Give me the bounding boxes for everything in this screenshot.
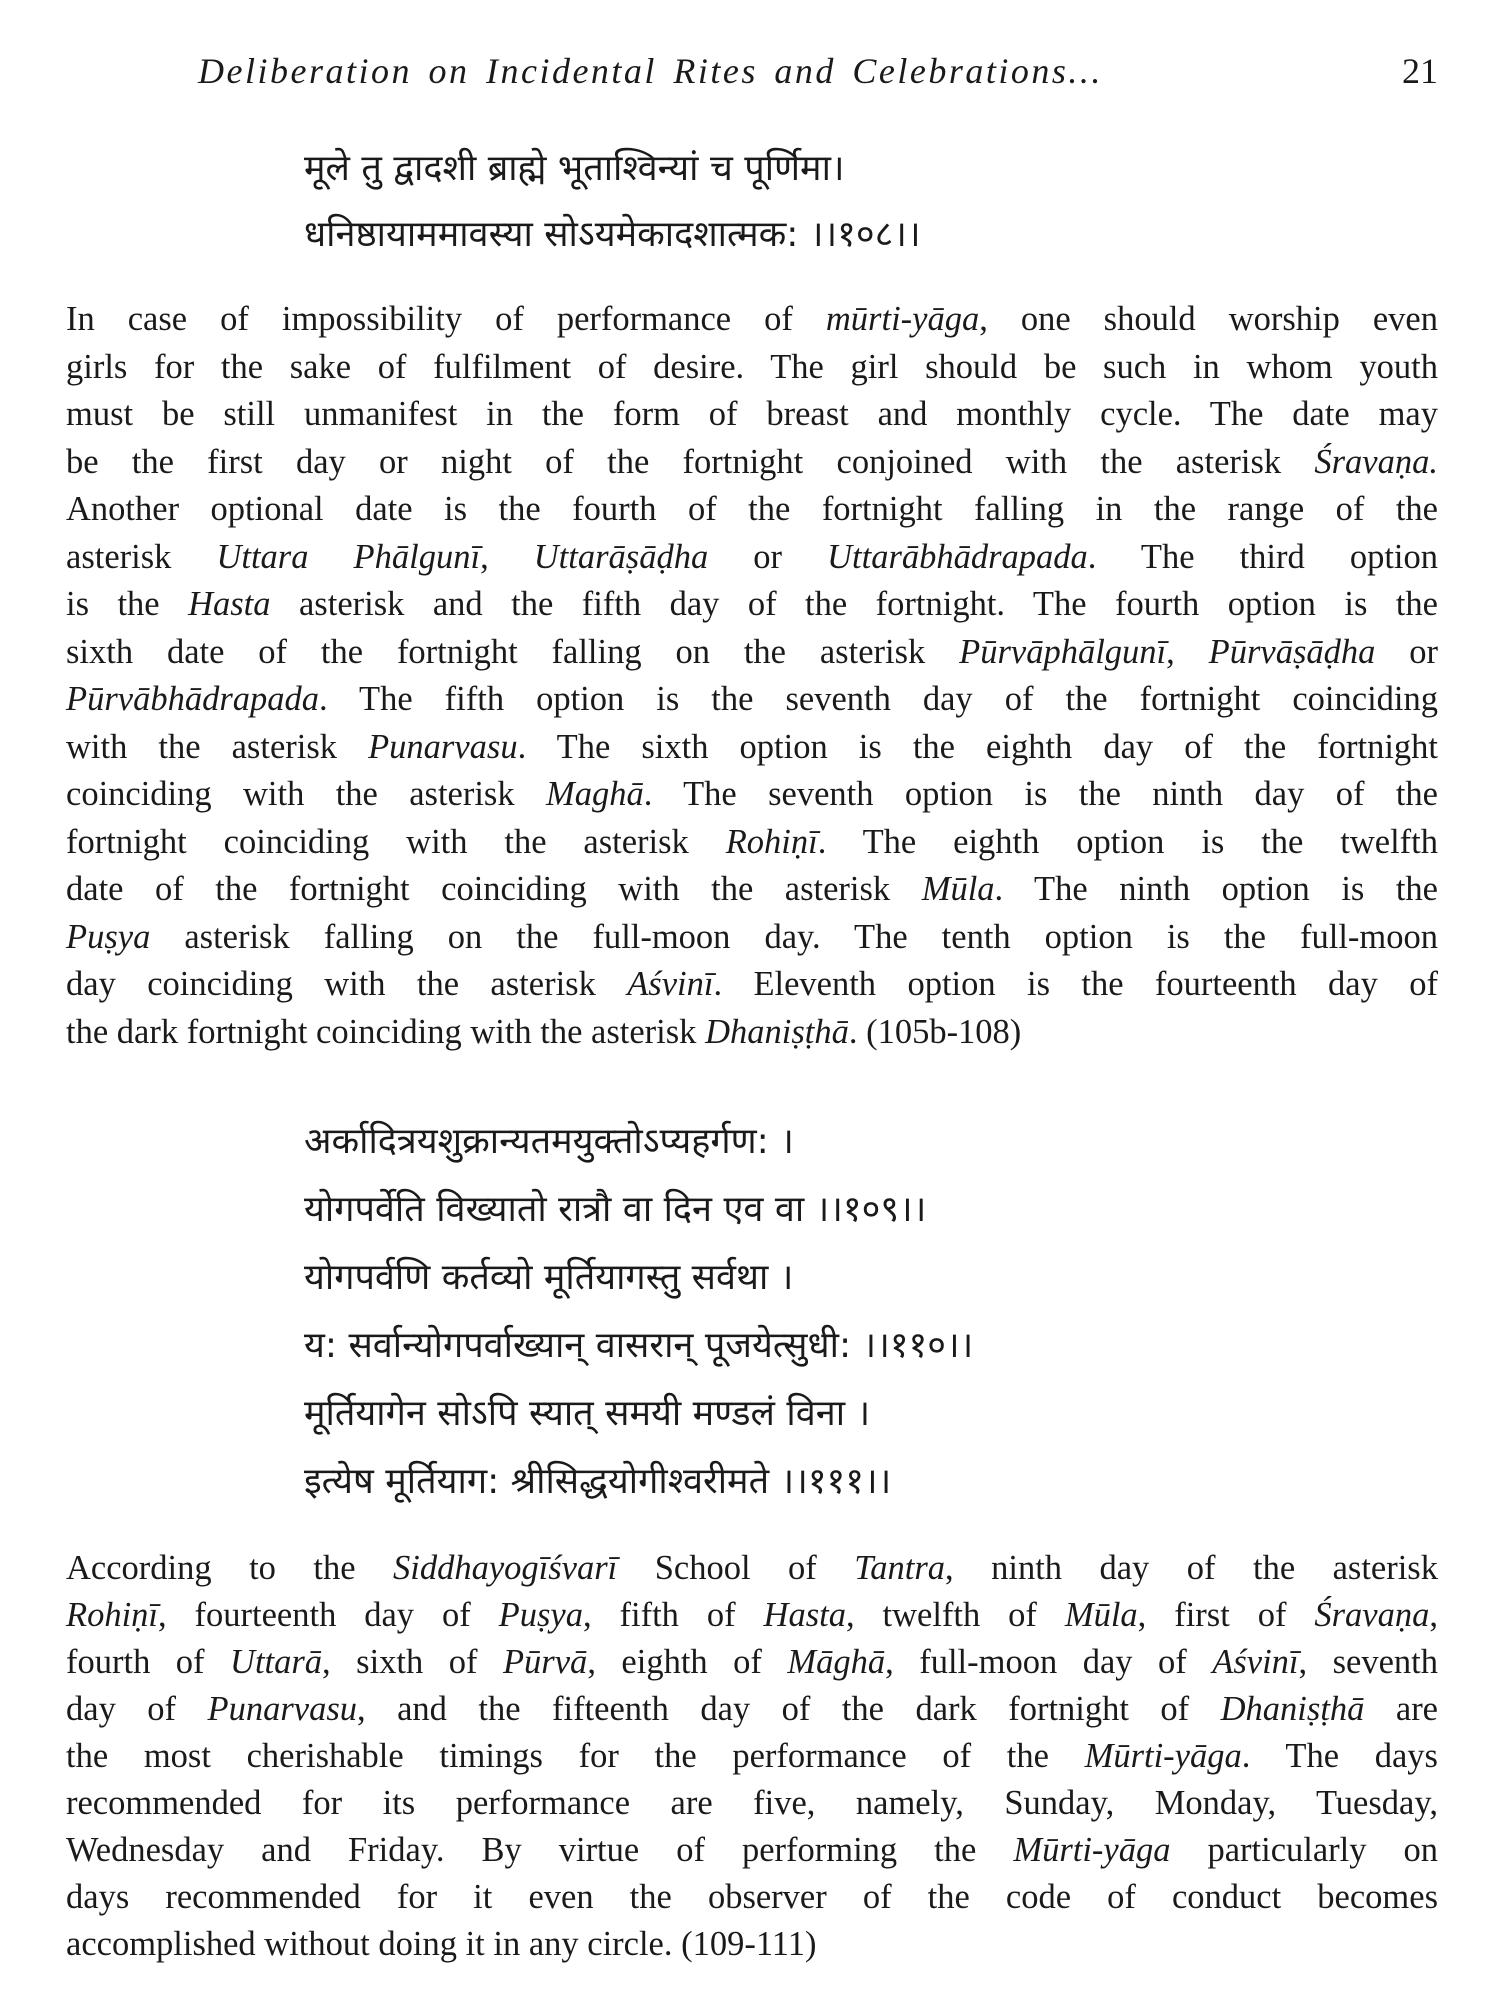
text-run: , first of [1137,1596,1315,1634]
text-line [66,1009,1438,1057]
italic-term: Pūrvāphālgunī [959,632,1167,671]
text-run: the dark fortnight coinciding with the asterisk [66,1012,706,1051]
text-run: girls for the sake of fulfilment of desire. The girl should be such in whom youth [66,347,1438,386]
text-run: date of the fortnight coinciding with the asterisk [66,870,922,908]
italic-term: Puṣya [498,1596,583,1634]
text-line [66,1780,1438,1827]
verse-line: इत्येष मूर्तियाग: श्रीसिद्धयोगीश्वरीमते ।।१११।। [304,1461,892,1502]
text-line [66,344,1438,392]
text-run: . Eleventh option is the fourteenth day of [713,965,1438,1003]
text-line [66,391,1438,439]
text-run: coinciding with the asterisk [66,775,546,813]
text-line [66,1874,1438,1921]
italic-term: Uttara Phālgunī [216,537,481,576]
text-run: fourth of [66,1643,231,1681]
verse-line: योगपर्वणि कर्तव्यो मूर्तियागस्तु सर्वथा । [304,1257,794,1298]
italic-term: Śravaṇa [1314,1596,1430,1634]
italic-term: Siddhayogīśvarī [393,1549,618,1587]
italic-term: Māghā [787,1643,886,1681]
text-run: particularly on [1170,1831,1438,1869]
italic-term: Maghā [545,775,644,813]
italic-term: Pūrvāṣāḍha [1208,632,1376,671]
italic-term: Dhaniṣṭhā [1220,1690,1365,1728]
text-run: days recommended for it even the observer of the code of conduct becomes [66,1878,1438,1916]
text-run: . The sixth option is the eighth day of the fortnight [517,727,1438,766]
text-line [66,1921,1438,1968]
text-run: must be still unmanifest in the form of breast and monthly cycle. The date may [66,395,1438,433]
italic-term: Puṣya [66,917,151,956]
text-run: asterisk falling on the full-moon day. The tenth option is the full-moon [150,917,1438,956]
italic-term: Punarvasu [207,1690,357,1728]
text-run: recommended for its performance are five, namely, Sunday, Monday, Tuesday, [66,1784,1438,1822]
text-run: . The seventh option is the ninth day of the [643,775,1438,813]
text-line [66,771,1438,819]
text-run: , twelfth of [845,1596,1065,1634]
italic-term: Pūrvābhādrapada [66,680,319,718]
verse-line: मूले तु द्वादशी ब्राह्मे भूताश्विन्यां च पूर्णिमा। [304,148,845,189]
text-run: day coinciding with the asterisk [66,965,628,1003]
italic-term: Pūrvā [502,1643,588,1681]
italic-term: Aśvinī [627,965,714,1003]
text-run: . The third option [1087,537,1438,576]
verse-line: मूर्तियागेन सोऽपि स्यात् समयी मण्डलं विना । [304,1393,871,1434]
text-run: is the [66,585,189,623]
sanskrit-verse-108 [304,136,921,268]
italic-term: Hasta [188,585,271,623]
text-line [66,866,1438,914]
text-run: According to the [66,1549,393,1587]
text-run: , fifth of [582,1596,764,1634]
verse-line: य: सर्वान्योगपर्वाख्यान् वासरान् पूजयेत्सुधी: ।।११०।। [304,1325,974,1366]
text-run: , and the fifteenth day of the dark fortnight of [357,1690,1221,1728]
text-line [66,914,1438,962]
verse-line: योगपर्वेति विख्यातो रात्रौ वा दिन एव वा ।।१०९।। [304,1189,927,1230]
italic-term: Śravaṇa. [1314,442,1438,481]
sanskrit-verses-109-111 [304,1108,973,1516]
text-line [66,296,1438,344]
text-line [66,581,1438,629]
text-run: . The ninth option is the [994,870,1438,908]
text-run: , [1166,632,1209,671]
text-run: , eighth of [587,1643,788,1681]
text-run: , sixth of [322,1643,503,1681]
running-head-title: Deliberation on Incidental Rites and Celebrations... [198,51,1103,91]
italic-term: Punarvasu [368,727,518,766]
text-run: the most cherishable timings for the performance of the [66,1737,1085,1775]
italic-term: Mūla [1064,1596,1138,1634]
text-run: . The days [1241,1737,1438,1775]
text-run: Another optional date is the fourth of the fortnight falling in the range of the [66,490,1438,528]
text-line [66,961,1438,1009]
text-run: or [1375,632,1438,671]
italic-term: Uttarābhādrapada [827,537,1088,576]
translation-paragraph-105b-108 [66,296,1438,1056]
italic-term: Mūrti-yāga [1084,1737,1242,1775]
text-line [66,1639,1438,1686]
italic-term: Dhaniṣṭhā [705,1012,849,1051]
text-run: sixth date of the fortnight falling on the asterisk [66,632,960,671]
text-line [66,439,1438,487]
text-line [66,534,1438,582]
text-run: or [708,537,828,576]
text-run: , full-moon day of [885,1643,1213,1681]
running-head [198,50,1438,100]
text-run: asterisk [66,537,217,576]
text-run: . (105b-108) [848,1012,1022,1051]
text-line [66,676,1438,724]
text-run: with the asterisk [66,727,369,766]
text-run: . The fifth option is the seventh day of the fortnight coinciding [319,680,1438,718]
text-run: , [1429,1596,1438,1634]
italic-term: Uttarā [230,1643,323,1681]
text-line [66,629,1438,677]
italic-term: Rohiṇī [66,1596,158,1634]
text-run: , one should worship even [979,300,1438,338]
page-number: 21 [1402,51,1438,91]
text-run: be the first day or night of the fortnight conjoined with the asterisk [66,442,1315,481]
text-line [66,1592,1438,1639]
text-line [66,1545,1438,1592]
text-run: fortnight coinciding with the asterisk [66,822,726,861]
text-run: , [480,537,534,576]
text-line [66,486,1438,534]
italic-term: Tantra [854,1549,946,1587]
italic-term: Uttarāṣāḍha [533,537,709,576]
italic-term: Mūla [921,870,995,908]
verse-line: अर्कादित्रयशुक्रान्यतमयुक्तोऽप्यहर्गण: । [304,1121,794,1162]
text-run: , ninth day of the asterisk [945,1549,1438,1587]
text-run: . The eighth option is the twelfth [817,822,1438,861]
text-line [66,819,1438,867]
italic-term: Aśvinī [1212,1643,1299,1681]
italic-term: Mūrti-yāga [1013,1831,1171,1869]
text-run: In case of impossibility of performance of [66,300,826,338]
italic-term: mūrti-yāga [825,300,980,338]
italic-term: Hasta [763,1596,846,1634]
verse-line: धनिष्ठायाममावस्या सोऽयमेकादशात्मक: ।।१०८।। [304,214,921,255]
text-run: School of [617,1549,855,1587]
text-run: Wednesday and Friday. By virtue of performing the [66,1831,1014,1869]
text-line [66,1827,1438,1874]
text-line [66,724,1438,772]
text-run: accomplished without doing it in any circle. (109-111) [66,1925,817,1963]
translation-paragraph-109-111 [66,1545,1438,1968]
text-run: asterisk and the fifth day of the fortnight. The fourth option is the [270,585,1438,623]
text-run: are [1364,1690,1438,1728]
text-run: , seventh [1298,1643,1438,1681]
text-line [66,1686,1438,1733]
italic-term: Rohiṇī [725,822,818,861]
text-run: , fourteenth day of [158,1596,499,1634]
text-line [66,1733,1438,1780]
text-run: day of [66,1690,208,1728]
